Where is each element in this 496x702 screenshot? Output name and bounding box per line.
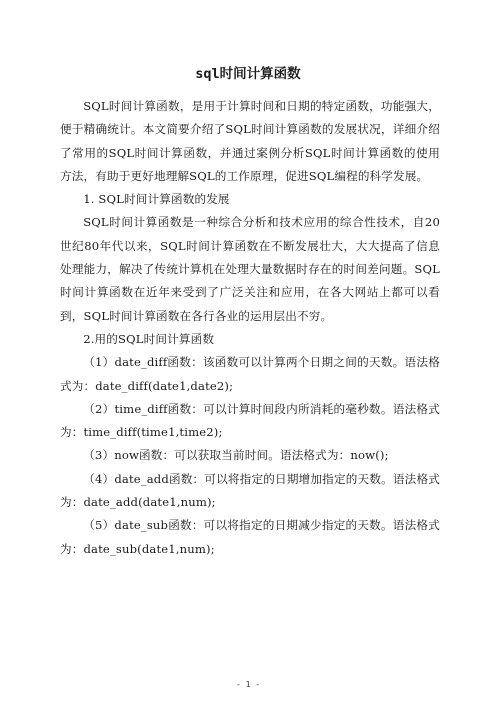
list-item-date-sub: （5）date_sub函数：可以将指定的日期减少指定的天数。语法格式为：date_sub(date1,num); xyxy=(60,518,440,556)
section-heading-development: 1. SQL时间计算函数的发展 xyxy=(83,192,230,207)
list-item-date-add: （4）date_add函数：可以将指定的日期增加指定的天数。语法格式为：date_add(date1,num); xyxy=(60,471,440,510)
document-body xyxy=(60,95,440,561)
list-item-time-diff: （2）time_diff函数：可以计算时间段内所消耗的毫秒数。语法格式为：time_diff(time1,time2); xyxy=(60,401,440,440)
list-item-now: （3）now函数：可以获取当前时间。语法格式为：now(); xyxy=(83,448,389,463)
intro-paragraph: SQL时间计算函数，是用于计算时间和日期的特定函数，功能强大，便于精确统计。本文简要介绍了SQL时间计算函数的发展状况，详细介绍了常用的SQL时间计算函数，并通过案例分析SQL时间计算函数的使用方法，有助于更好地理解SQL的工作原理，促进SQL编程的科学发展。 xyxy=(60,99,440,183)
page-number: - 1 - xyxy=(235,680,261,689)
development-paragraph: SQL时间计算函数是一种综合分析和技术应用的综合性技术，自20世纪80年代以来，SQL时间计算函数在不断发展壮大，大大提高了信息处理能力，解决了传统计算机在处理大量数据时存在的时间差问题。SQL时间计算函数在近年来受到了广泛关注和应用，在各大网站上都可以看到，SQL时间计算函数在各行各业的运用层出不穷。 xyxy=(60,215,440,323)
list-item-date-diff: （1）date_diff函数：该函数可以计算两个日期之间的天数。语法格式为：date_diff(date1,date2); xyxy=(60,355,440,393)
section-heading-common-functions: 2.用的SQL时间计算函数 xyxy=(83,331,215,346)
document-title: sql时间计算函数 xyxy=(195,66,301,82)
